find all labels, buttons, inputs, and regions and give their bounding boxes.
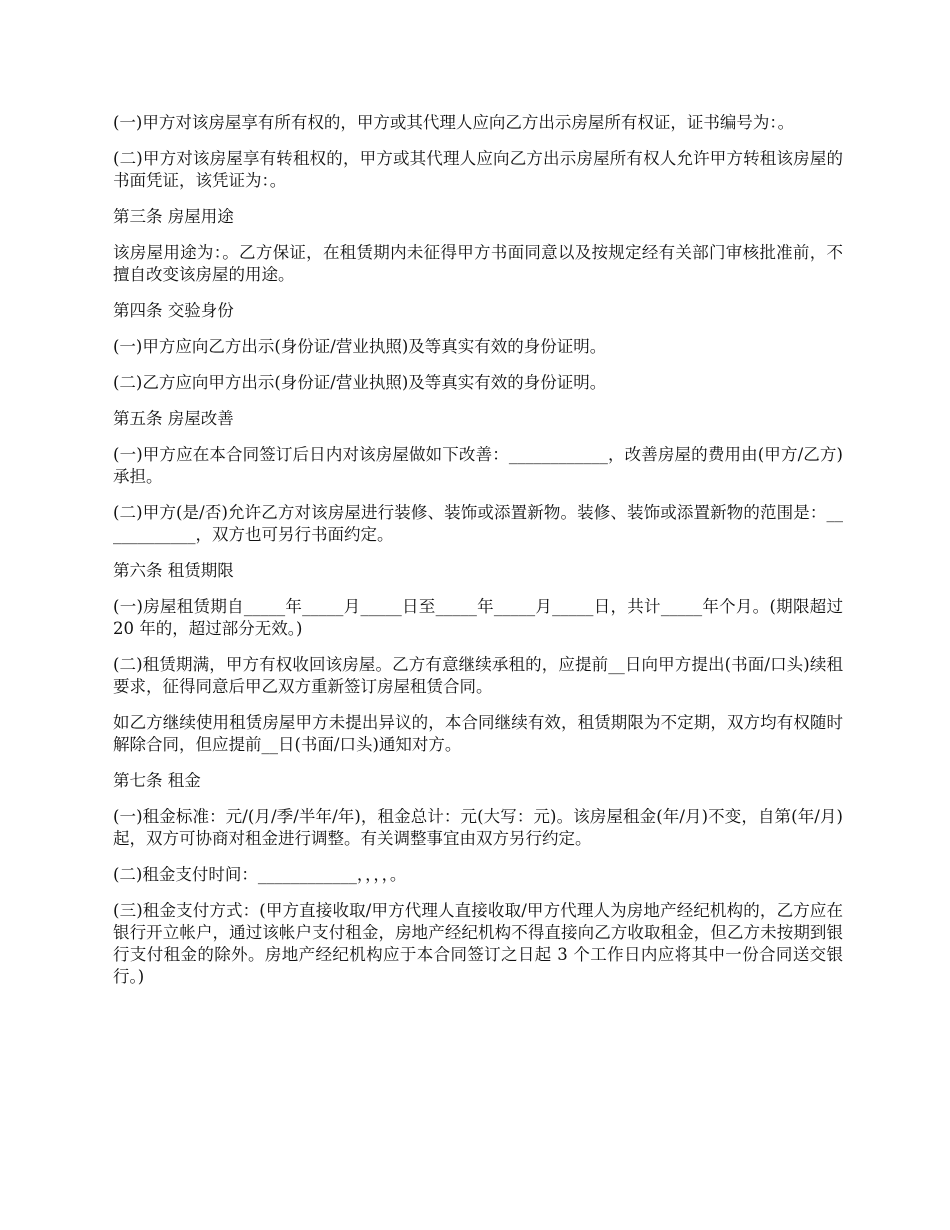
- clause-6-text: 如乙方继续使用租赁房屋甲方未提出异议的，本合同继续有效，租赁期限为不定期，双方均有权随时解除合同，但应提前__日(书面/口头)通知对方。: [113, 713, 843, 754]
- clause-7-item-3: (三)租金支付方式：(甲方直接收取/甲方代理人直接收取/甲方代理人为房地产经纪机构的，乙方应在银行开立帐户，通过该帐户支付租金，房地产经纪机构不得直接向乙方收取租金，但乙方未按期到银行支付租金的除外。房地产经纪机构应于本合同签订之日起 3 个工作日内应将其中一份合同送交银行。): [113, 901, 843, 986]
- clause-6-heading: 第六条 租赁期限: [113, 561, 234, 580]
- clause-4-heading: 第四条 交验身份: [113, 301, 234, 320]
- clause-4-item-2: (二)乙方应向甲方出示(身份证/营业执照)及等真实有效的身份证明。: [113, 373, 607, 392]
- clause-7-item-2: (二)租金支付时间：____________，，，，。: [113, 865, 407, 884]
- clause-5-item-1: (一)甲方应在本合同签订后日内对该房屋做如下改善：____________，改善房屋的费用由(甲方/乙方)承担。: [113, 445, 843, 486]
- clause-7-heading: 第七条 租金: [113, 771, 201, 790]
- clause-2-item-2: (二)甲方对该房屋享有转租权的，甲方或其代理人应向乙方出示房屋所有权人允许甲方转租该房屋的书面凭证，该凭证为：。: [113, 149, 843, 190]
- clause-5-heading: 第五条 房屋改善: [113, 409, 234, 428]
- document-body: [113, 112, 843, 1002]
- clause-5-item-2: (二)甲方(是/否)允许乙方对该房屋进行装修、装饰或添置新物。装修、装饰或添置新物的范围是：____________，双方也可另行书面约定。: [113, 503, 843, 544]
- clause-6-item-2: (二)租赁期满，甲方有权收回该房屋。乙方有意继续承租的，应提前__日向甲方提出(书面/口头)续租要求，征得同意后甲乙双方重新签订房屋租赁合同。: [113, 655, 843, 696]
- clause-7-item-1: (一)租金标准：元/(月/季/半年/年)，租金总计：元(大写：元)。该房屋租金(年/月)不变，自第(年/月)起，双方可协商对租金进行调整。有关调整事宜由双方另行约定。: [113, 807, 843, 848]
- clause-6-item-1: (一)房屋租赁期自_____年_____月_____日至_____年_____月_____日，共计_____年个月。(期限超过 20 年的，超过部分无效。): [113, 597, 843, 638]
- clause-3-text: 该房屋用途为：。乙方保证，在租赁期内未征得甲方书面同意以及按规定经有关部门审核批准前，不擅自改变该房屋的用途。: [113, 243, 843, 284]
- clause-3-heading: 第三条 房屋用途: [113, 207, 234, 226]
- clause-4-item-1: (一)甲方应向乙方出示(身份证/营业执照)及等真实有效的身份证明。: [113, 337, 607, 356]
- clause-2-item-1: (一)甲方对该房屋享有所有权的，甲方或其代理人应向乙方出示房屋所有权证，证书编号为：。: [113, 113, 795, 132]
